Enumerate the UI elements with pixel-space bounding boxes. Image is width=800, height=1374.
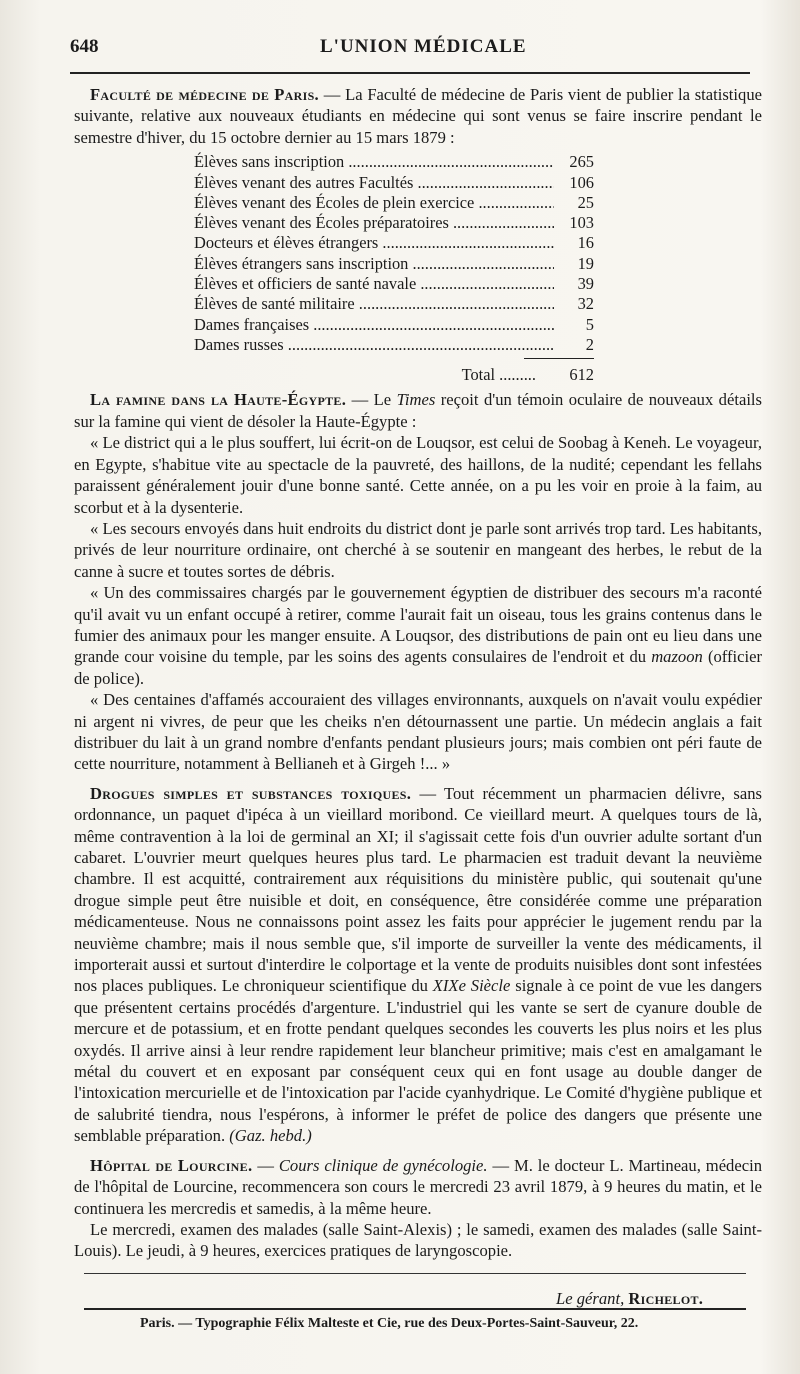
stat-value: 25: [577, 192, 594, 212]
footer-rule: [84, 1308, 746, 1310]
stat-label: Élèves venant des Écoles préparatoires .....: [194, 213, 554, 233]
source-citation: (Gaz. hebd.): [229, 1126, 312, 1146]
stat-row: [194, 254, 594, 274]
stat-row: [194, 152, 594, 172]
gerant-name: Richelot.: [628, 1289, 704, 1308]
stat-value: 5: [585, 314, 594, 334]
lourcine-paragraph: Hôpital de Lourcine. — Cours clinique de gynécologie. — M. le docteur L. Martineau, médecin de l'hôpital de Lourcine, recommencera son cours le mercredi 23 avril 1879, à 9 heures du matin, et le continuera les mercredis et samedis, à la même heure.: [74, 1155, 762, 1218]
famine-quote-3: « Un des commissaires chargés par le gouvernement égyptien de distribuer des secours m'a raconté qu'il avait vu un enfant occupé à retirer, comme l'aurait fait un oiseau, tous les grains contenus dans le fumier des animaux pour les manger ensuite. A Louqsor, des distributions de pain ont eu lieu dans une grande cour voisine du temple, par les soins des agents consulaires de l'endroit et du mazoon (officier de police).: [74, 583, 763, 688]
stat-value: 19: [577, 253, 594, 273]
total-value: 612: [569, 365, 594, 385]
article-body: [74, 84, 762, 1262]
times-name: Times: [396, 390, 436, 410]
famine-heading: La famine dans la Haute-Égypte.: [90, 390, 347, 410]
famine-quote-2: « Les secours envoyés dans huit endroits du district dont je parle sont arrivés trop tard. Les habitants, privés de leur nourriture ordinaire, ont cherché à se soutenir en mangeant des herbes, le rebut de la canne à sucre et toutes sortes de débris.: [74, 518, 762, 581]
famine-quote-1: « Le district qui a le plus souffert, lui écrit-on de Louqsor, est celui de Soobag à Keneh. Le voyageur, en Egypte, s'habitue vite au spectacle de la pauvreté, des haillons, de la nudité; cependant les fellahs paraissent généralement jouir d'une bonne santé. Cette année, on a pu les voir en proie à la faim, au scorbut et à la dysenterie.: [74, 433, 762, 517]
stat-label: Élèves sans inscription .....: [194, 152, 554, 172]
signature: Le gérant, Richelot.: [556, 1289, 704, 1308]
journal-title: L'UNION MÉDICALE: [320, 36, 527, 57]
stat-row: [194, 173, 594, 193]
stat-value: 39: [577, 274, 594, 293]
sum-rule: [524, 358, 594, 359]
stat-label: Élèves de santé militaire .....: [194, 294, 554, 314]
running-head: [70, 36, 760, 64]
stat-value: 16: [577, 233, 594, 253]
faculte-heading: Faculté de médecine de Paris.: [90, 85, 319, 104]
stat-label: Docteurs et élèves étrangers .....: [194, 233, 554, 253]
course-title: Cours clinique de gynécologie.: [278, 1155, 488, 1175]
total-row: [194, 365, 594, 385]
lourcine-schedule: Le mercredi, examen des malades (salle Saint-Alexis) ; le samedi, examen des malades (salle Saint-Louis). Le jeudi, à 9 heures, exercices pratiques de laryngoscopie.: [74, 1219, 762, 1261]
stat-row: [194, 213, 594, 233]
stat-row: [194, 335, 594, 355]
stat-row: [194, 315, 594, 335]
page-number: 648: [70, 36, 99, 57]
header-rule: [70, 72, 750, 74]
famine-paragraph: La famine dans la Haute-Égypte. — Le Times reçoit d'un témoin oculaire de nouveaux détails sur la famine qui vient de désoler la Haute-Égypte :: [74, 390, 762, 431]
drogues-heading: Drogues simples et substances toxiques.: [90, 783, 412, 803]
signature-rule: [84, 1273, 746, 1274]
stat-label: Élèves venant des Écoles de plein exercice .....: [194, 193, 554, 213]
statistics-table: [194, 152, 594, 385]
stat-value: 2: [585, 334, 594, 354]
stat-value: 103: [569, 213, 594, 233]
stat-row: [194, 233, 594, 253]
famine-quote-4: « Des centaines d'affamés accouraient des villages environnants, auxquels on n'avait voulu expédier ni argent ni vivres, de peur que les cheiks n'en détournassent une partie. Un médecin anglais a fait distribuer du lait à un grand nombre d'enfants pendant plusieurs jours; mais combien ont péri faute de cette nourriture, notamment à Bellianeh et à Girgeh !... »: [74, 690, 762, 774]
stat-label: Dames russes .....: [194, 335, 554, 355]
stat-label: Élèves venant des autres Facultés .....: [194, 173, 554, 193]
drogues-paragraph: Drogues simples et substances toxiques. — Tout récemment un pharmacien délivre, sans ordonnance, un paquet d'ipéca à un vieillard moribond. Ce vieillard meurt. A quelques tours de là, même contravention à la loi de germinal an XI; il s'agissait cette fois d'un ouvrier adulte sortant d'un cabaret. L'ouvrier meurt quelques heures plus tard. Le pharmacien est traduit devant la neuvième chambre. Il est acquitté, contrairement aux réquisitions du ministère public, qui soutenait qu'une drogue simple peut être nuisible et doit, en conséquence, être considérée comme une préparation médicamenteuse. Nous ne connaissons point assez les faits pour apprécier le jugement rendu par la neuvième chambre; mais il nous semble que, s'il importe de surveiller la vente des médicaments, il importerait aussi et surtout d'interdire le colportage et la vente de produits nuisibles dont sont infestées nos places publiques. Le chroniqueur scientifique du XIXe Siècle signale à ce point de vue les dangers que présentent certains procédés d'argenture. L'industriel qui les vante se sert de cyanure double de mercure et de potassium, et en frotte pendant quelques secondes les couverts les plus noirs et les plus oxydés. Il arrive ainsi à leur rendre rapidement leur blancheur primitive; mais c'est en amalgamant le métal du couvert et en exposant par conséquent ceux qui en font usage au double danger de l'intoxication mercurielle et de l'intoxication par l'acide cyanhydrique. Le Comité d'hygiène publique et de salubrité tiendra, nous l'espérons, à informer le préfet de police des dangers que présente une semblable préparation. (Gaz. hebd.): [74, 783, 763, 1146]
faculte-paragraph: Faculté de médecine de Paris. — La Faculté de médecine de Paris vient de publier la statistique suivante, relative aux nouveaux étudiants en médecine qui sont venus se faire inscrire pendant le semestre d'hiver, du 15 octobre dernier au 15 mars 1879 :: [74, 85, 762, 147]
faculte-intro: La Faculté de médecine de Paris vient de publier la statistique suivante, relative aux nouveaux étudiants en médecine qui sont venus se faire inscrire pendant le semestre d'hiver, du 15 octobre dernier au 15 mars 1879 :: [74, 85, 762, 147]
lourcine-heading: Hôpital de Lourcine.: [90, 1155, 253, 1175]
stat-label: Élèves étrangers sans inscription .....: [194, 254, 554, 274]
stat-label: Dames françaises .....: [194, 315, 554, 335]
total-label: Total .........: [461, 365, 536, 385]
stat-row: [194, 294, 594, 314]
stat-row: [194, 193, 594, 213]
printer-imprint: Paris. — Typographie Félix Malteste et Cie, rue des Deux-Portes-Saint-Sauveur, 22.: [140, 1316, 639, 1331]
newspaper-name: XIXe Siècle: [432, 976, 511, 996]
stat-row: [194, 274, 594, 294]
stat-value: 32: [577, 294, 594, 314]
stat-value: 265: [569, 152, 594, 172]
stat-label: Élèves et officiers de santé navale .....: [194, 274, 554, 294]
stat-value: 106: [569, 172, 594, 192]
